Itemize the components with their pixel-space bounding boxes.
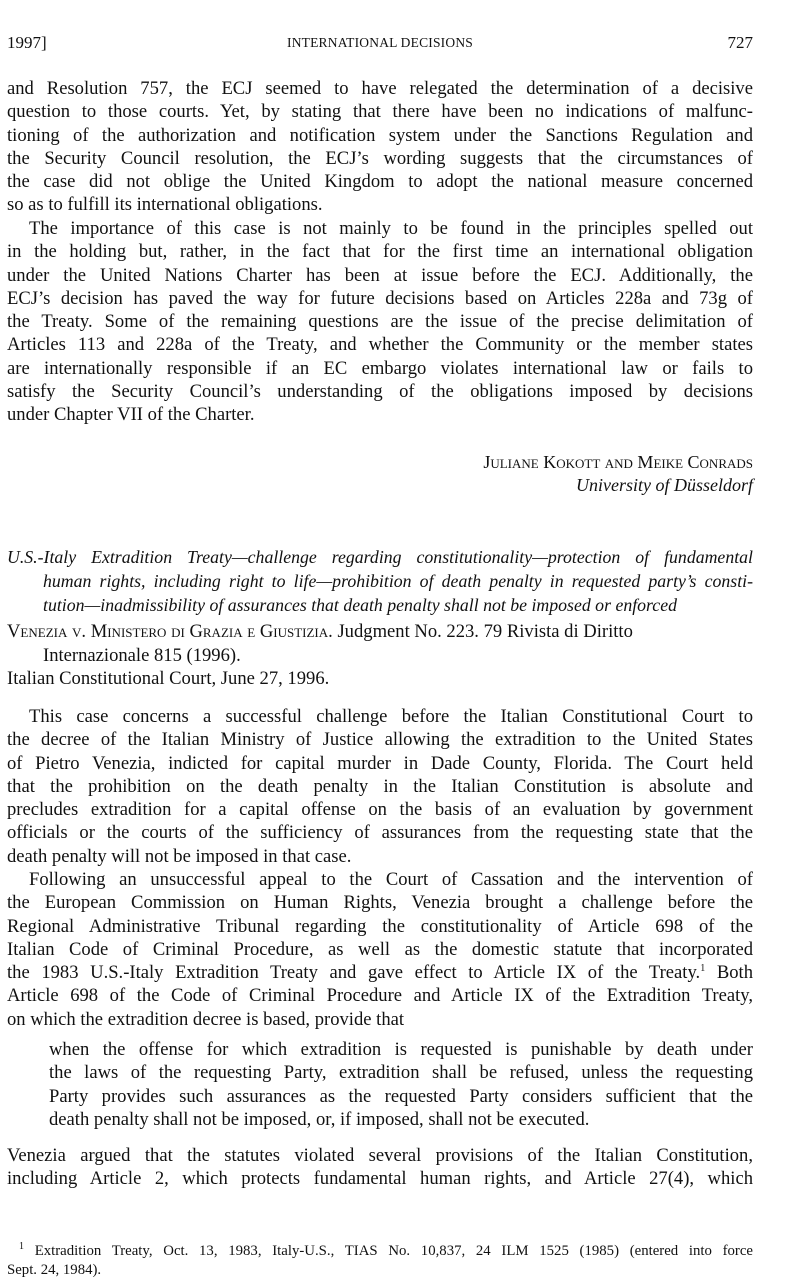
text-line: under Chapter VII of the Charter.	[7, 404, 255, 426]
text-line: so as to fulfill its international obligations.	[7, 194, 323, 216]
text-segment: the 1983 U.S.-Italy Extradition Treaty and gave effect to Article IX of the Treaty.	[7, 962, 701, 984]
court-date: Italian Constitutional Court, June 27, 1996.	[7, 668, 330, 689]
quote-line: when the offense for which extradition is requested is punishable by death under	[49, 1039, 753, 1060]
text-line: Regional Administrative Tribunal regarding the constitutionality of Article 698 of the	[7, 915, 753, 937]
case-citation	[7, 620, 753, 691]
text-line: precludes extradition for a capital offense on the basis of an evaluation by government	[7, 799, 753, 821]
author-names: Juliane Kokott and Meike Conrads	[483, 452, 753, 472]
text-line: Venezia argued that the statutes violated several provisions of the Italian Constitution,	[7, 1145, 753, 1166]
case-headnote	[7, 545, 753, 617]
footnote-reference[interactable]: 1	[700, 963, 706, 974]
text-segment: Both	[705, 962, 753, 984]
text-line: are internationally responsible if an EC embargo violates international law or fails to	[7, 357, 753, 379]
text-line: The importance of this case is not mainly to be found in the principles spelled out	[29, 218, 753, 239]
text-line: satisfy the Security Council’s understanding of the obligations imposed by decisions	[7, 381, 753, 403]
headnote-line: U.S.-Italy Extradition Treaty—challenge regarding constitutionality—protection of fundamental	[7, 547, 753, 567]
text-line: Article 698 of the Code of Criminal Procedure and Article IX of the Extradition Treaty,	[7, 985, 753, 1007]
text-line: under the United Nations Charter has been at issue before the ECJ. Additionally, the	[7, 264, 753, 286]
footnote-text: Extradition Treaty, Oct. 13, 1983, Italy-U.S., TIAS No. 10,837, 24 ILM 1525 (1985) (entered into force	[24, 1243, 753, 1259]
text-line: the decree of the Italian Ministry of Justice allowing the extradition to the United States	[7, 729, 753, 751]
text-line: and Resolution 757, the ECJ seemed to have relegated the determination of a decisive	[7, 78, 753, 99]
text-line: that the prohibition on the death penalty in the Italian Constitution is absolute and	[7, 775, 753, 797]
volume-year: 1997]	[7, 33, 47, 52]
procedural-history-paragraph	[7, 868, 753, 1031]
headnote-line: tution—inadmissibility of assurances that death penalty shall not be imposed or enforced	[43, 595, 677, 615]
importance-paragraph	[7, 217, 753, 427]
text-line: question to those courts. Yet, by stating that there have been no indications of malfunc-	[7, 101, 753, 123]
argument-paragraph	[7, 1144, 753, 1191]
text-line: ECJ’s decision has paved the way for future decisions based on Articles 228a and 73g of	[7, 287, 753, 309]
author-affiliation: University of Düsseldorf	[576, 475, 753, 495]
text-line: Following an unsuccessful appeal to the Court of Cassation and the intervention of	[29, 869, 753, 890]
text-line: the Treaty. Some of the remaining questions are the issue of the precise delimitation of	[7, 311, 753, 333]
footnote-line	[7, 1242, 753, 1261]
text-line: the Security Council resolution, the ECJ’s wording suggests that the circumstances of	[7, 147, 753, 169]
citation-line: Internazionale 815 (1996).	[43, 644, 241, 666]
text-line: officials or the courts of the sufficiency of assurances from the requesting state that the	[7, 822, 753, 844]
text-line: on which the extradition decree is based, provide that	[7, 1008, 405, 1030]
text-line: the European Commission on Human Rights, Venezia brought a challenge before the	[7, 892, 753, 914]
quote-line: the laws of the requesting Party, extradition shall be refused, unless the requesting	[49, 1062, 753, 1084]
text-line: tioning of the authorization and notification system under the Sanctions Regulation and	[7, 124, 753, 146]
page-number: 727	[727, 33, 753, 52]
text-line: in the holding but, rather, in the fact that for the first time an international obligation	[7, 241, 753, 263]
footnote-line: Sept. 24, 1984).	[7, 1262, 102, 1278]
text-line: including Article 2, which protects fundamental human rights, and Article 27(4), which	[7, 1168, 753, 1190]
text-line: of Pietro Venezia, indicted for capital murder in Dade County, Florida. The Court held	[7, 752, 753, 774]
headnote-line: human rights, including right to life—prohibition of death penalty in requested party’s consti-	[43, 571, 753, 591]
text-line: death penalty will not be imposed in that case.	[7, 845, 352, 867]
citation-reporter: Judgment No. 223. 79 Rivista di Diritto	[332, 621, 633, 642]
quote-line: death penalty shall not be imposed, or, if imposed, shall not be executed.	[49, 1108, 590, 1130]
text-line: the case did not oblige the United Kingdom to adopt the national measure concerned	[7, 171, 753, 193]
case-summary-paragraph	[7, 705, 753, 868]
quote-line: Party provides such assurances as the requested Party considers sufficient that the	[49, 1085, 753, 1107]
text-line: Italian Code of Criminal Procedure, as well as the domestic statute that incorporated	[7, 938, 753, 960]
footnote-marker: 1	[19, 1241, 24, 1253]
treaty-block-quote	[49, 1038, 753, 1131]
running-head	[7, 33, 753, 57]
carryover-paragraph	[7, 77, 753, 217]
footnote-1	[7, 1242, 753, 1280]
text-line: Articles 113 and 228a of the Treaty, and whether the Community or the member states	[7, 334, 753, 356]
citation-line	[7, 620, 753, 644]
case-name: Venezia v. Ministero di Grazia e Giustizia.	[7, 621, 333, 642]
text-line: This case concerns a successful challenge before the Italian Constitutional Court to	[29, 706, 753, 727]
author-signature	[7, 451, 753, 497]
section-title: INTERNATIONAL DECISIONS	[287, 35, 473, 50]
text-line	[7, 961, 753, 984]
